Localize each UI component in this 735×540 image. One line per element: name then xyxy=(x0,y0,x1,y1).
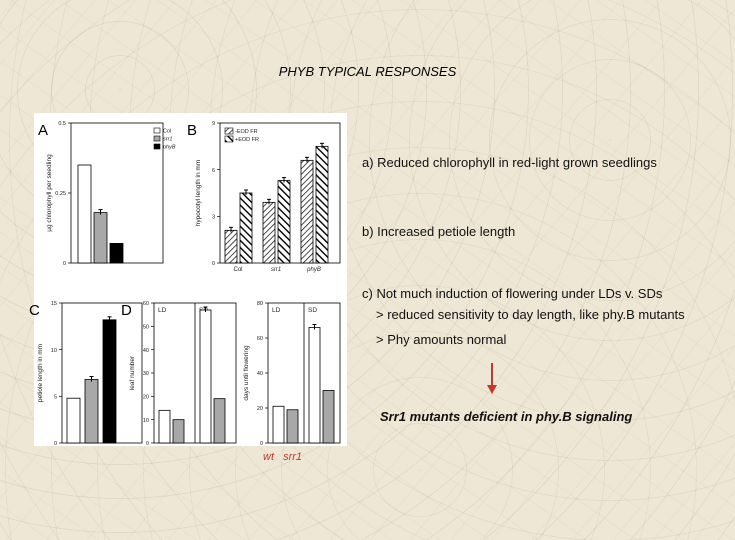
panel-c-bar-srr1 xyxy=(85,380,98,443)
panel-a-legend-label: srr1 xyxy=(163,136,173,143)
panel-d-days-bar-LD-srr1 xyxy=(287,410,298,443)
panel-b-tick-label: 3 xyxy=(211,214,215,221)
panel-c-tick-label: 0 xyxy=(53,441,57,448)
panel-c-tick-label: 5 xyxy=(53,394,57,401)
conclusion-text: Srr1 mutants deficient in phy.B signaling xyxy=(380,409,633,424)
bottom-genotype-labels xyxy=(263,451,308,463)
panel-d-leaf-bar-LD-srr1 xyxy=(173,420,184,443)
panel-b-bar-phyB-1 xyxy=(316,146,328,263)
panel-d-days-bar-LD-wt xyxy=(273,406,284,443)
panel-b-legend-label: +EOD FR xyxy=(235,137,259,143)
caption-b: b) Increased petiole length xyxy=(362,224,516,239)
slide-title: PHYB TYPICAL RESPONSES xyxy=(278,64,457,79)
panel-d-days-tick-label: 0 xyxy=(259,441,263,448)
panel-b-bar-srr1-1 xyxy=(278,181,290,263)
panel-d-days-tick-label: 40 xyxy=(256,371,263,378)
panel-a-tick-label: 0.5 xyxy=(58,121,66,128)
panel-a-tick-label: 0.25 xyxy=(55,191,66,198)
down-arrow-icon xyxy=(484,363,500,395)
panel-d-leaf-tick-label: 60 xyxy=(142,301,149,308)
panel-d-leaf-letter: D xyxy=(121,302,132,319)
panel-d-days-group-label: SD xyxy=(308,307,318,314)
panel-b-tick-label: 0 xyxy=(211,261,215,268)
panel-b-bar-Col-1 xyxy=(240,193,252,263)
panel-c-bar-wt xyxy=(67,398,80,443)
figure-panels xyxy=(29,113,347,448)
panel-a-legend-label: phyB xyxy=(163,144,176,151)
panel-b-bar-srr1-0 xyxy=(263,202,275,263)
panel-b-letter: B xyxy=(187,122,198,139)
panel-c-bar-phyB xyxy=(103,320,116,443)
panel-a-letter: A xyxy=(38,122,49,139)
panel-d-leaf-ylabel: leaf number xyxy=(129,355,136,391)
panel-d-leaf-tick-label: 40 xyxy=(142,347,149,354)
panel-c-ylabel: petiole length in mm xyxy=(37,343,44,403)
panel-a-legend-swatch xyxy=(154,136,160,141)
panel-a-legend-swatch xyxy=(154,128,160,133)
panel-c-tick-label: 10 xyxy=(50,347,57,354)
panel-d-leaf-tick-label: 50 xyxy=(142,324,149,331)
label-wt: wt xyxy=(263,451,274,463)
panel-b-legend-swatch xyxy=(225,136,233,142)
caption-c-sub1: > reduced sensitivity to day length, like phy.B mutants xyxy=(376,307,685,322)
panel-d-days-tick-label: 20 xyxy=(256,406,263,413)
panel-d-leaf-tick-label: 0 xyxy=(145,441,149,448)
panel-b-tick-label: 9 xyxy=(211,121,215,128)
panel-d-leaf-tick-label: 10 xyxy=(142,417,149,424)
panel-a-bar-Col xyxy=(78,165,91,263)
panel-b-category-label: Col xyxy=(233,267,243,273)
caption-c: c) Not much induction of flowering under LDs v. SDs xyxy=(362,286,663,301)
label-srr1: srr1 xyxy=(283,451,303,463)
panel-b-tick-label: 6 xyxy=(211,167,215,174)
panel-d-days-bar-SD-srr1 xyxy=(323,391,334,444)
panel-c-letter: C xyxy=(29,302,40,319)
panel-b-legend-label: -EOD FR xyxy=(235,129,258,135)
panel-b-legend-swatch xyxy=(225,128,233,134)
panel-a-tick-label: 0 xyxy=(62,261,66,268)
panel-d-leaf-bar-SD-srr1 xyxy=(214,399,225,443)
panel-b-bar-phyB-0 xyxy=(301,160,313,263)
panel-a-legend-swatch xyxy=(154,144,160,149)
panel-d-leaf-bar-SD-wt xyxy=(200,310,211,443)
panel-b-category-label: phyB xyxy=(307,267,321,273)
panel-d-days-tick-label: 80 xyxy=(256,301,263,308)
panel-d-leaf-bar-LD-wt xyxy=(159,410,170,443)
panel-a-ylabel: µg chlorophyll per seedling xyxy=(46,154,53,232)
panel-b-ylabel: hypocotyl length in mm xyxy=(195,159,202,227)
panel-d-days-ylabel: days until flowering xyxy=(243,345,250,401)
caption-a: a) Reduced chlorophyll in red-light grown seedlings xyxy=(362,155,657,170)
panel-d-leaf-tick-label: 30 xyxy=(142,371,149,378)
panel-a-bar-phyB xyxy=(110,243,123,263)
panel-a-legend-label: Col xyxy=(163,128,172,135)
figure-svg xyxy=(29,113,347,448)
panel-d-leaf-group-label: LD xyxy=(158,307,167,314)
panel-b-category-label: srr1 xyxy=(270,267,282,273)
panel-d-days-tick-label: 60 xyxy=(256,336,263,343)
panel-a-bar-srr1 xyxy=(94,213,107,263)
caption-c-sub2: > Phy amounts normal xyxy=(376,332,507,347)
panel-b-bar-Col-0 xyxy=(225,230,237,263)
panel-d-days-bar-SD-wt xyxy=(309,328,320,444)
panel-d-days-group-label: LD xyxy=(272,307,281,314)
panel-d-leaf-tick-label: 20 xyxy=(142,394,149,401)
panel-c-tick-label: 15 xyxy=(50,301,57,308)
